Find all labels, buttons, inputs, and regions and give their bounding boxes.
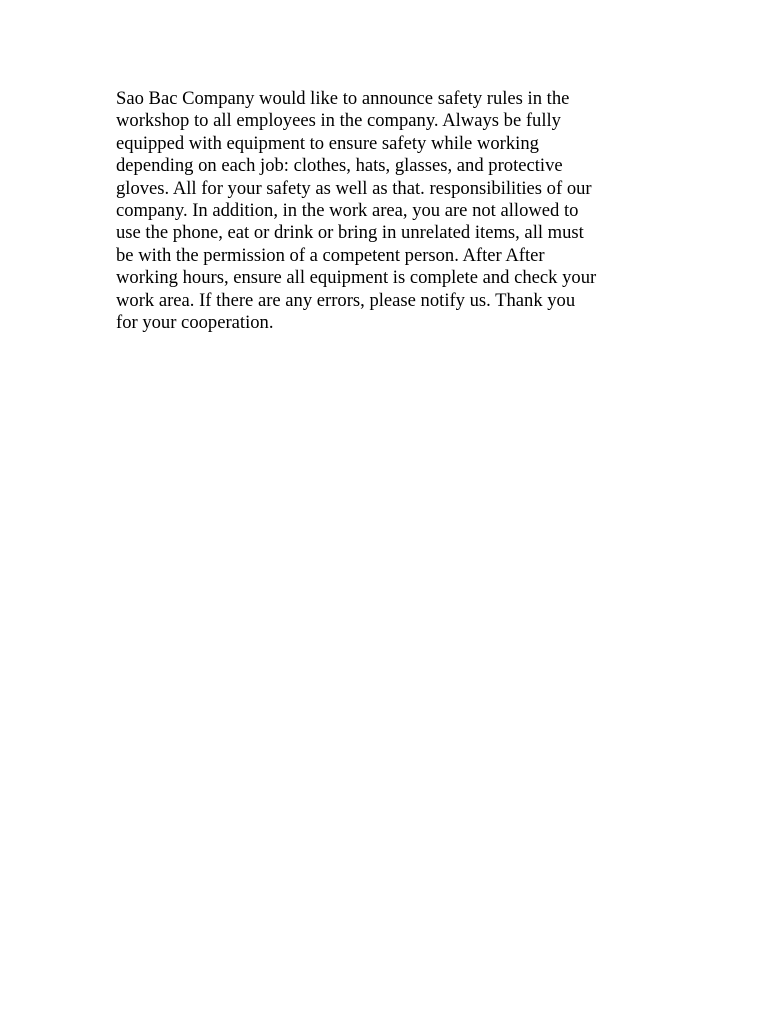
document-body-paragraph: Sao Bac Company would like to announce safety rules in the workshop to all employees in the company. Always be fully equipped with equipment to ensure safety while working depending on each job: clothes, hats, glasses, and protective gloves. All for your safety as well as that. responsibilities of our company. In addition, in the work area, you are not allowed to use the phone, eat or drink or bring in unrelated items, all must be with the permission of a competent person. After After working hours, ensure all equipment is complete and check your work area. If there are any errors, please notify us. Thank you for your cooperation. bbox=[116, 88, 597, 334]
